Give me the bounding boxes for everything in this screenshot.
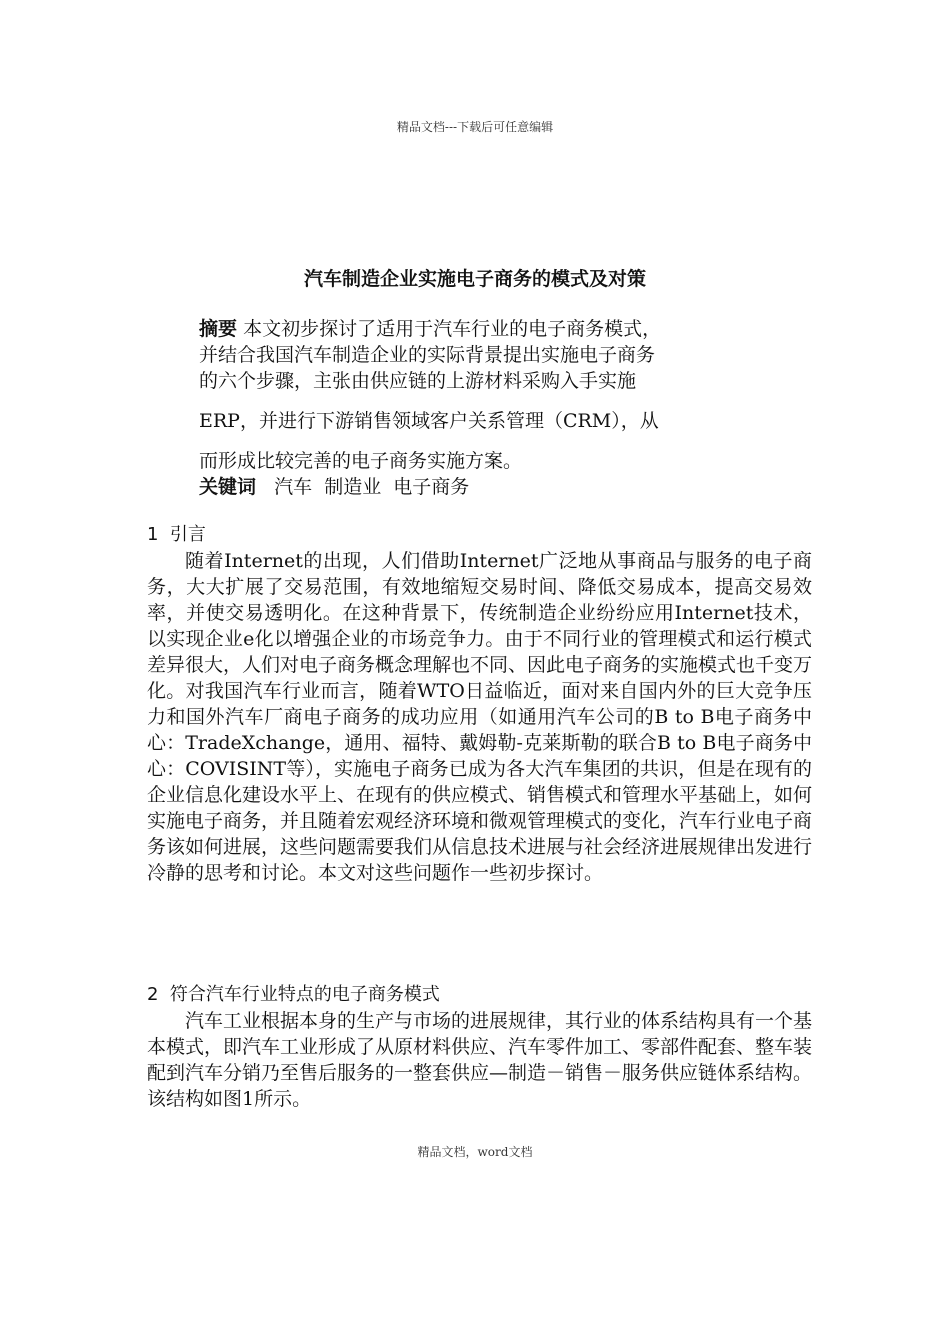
section-2-heading: 2 符合汽车行业特点的电子商务模式 xyxy=(147,984,440,1005)
section-1-body: 随着Internet的出现，人们借助Internet广泛地从事商品与服务的电子商务，大大扩展了交易范围，有效地缩短交易时间、降低交易成本，提高交易效率，并使交易透明化。在这种背景下，传统制造企业纷纷应用Internet技术，以实现企业e化以增强企业的市场竞争力。由于不同行业的管理模式和运行模式差异很大，人们对电子商务概念理解也不同、因此电子商务的实施模式也千变万化。对我国汽车行业而言，随着WTO日益临近，面对来自国内外的巨大竞争压力和国外汽车厂商电子商务的成功应用（如通用汽车公司的B to B电子商务中心：TradeXchange，通用、福特、戴姆勒-克莱斯勒的联合B to B电子商务中心：COVISINT等），实施电子商务已成为各大汽车集团的共识，但是在现有的企业信息化建设水平上、在现有的供应模式、销售模式和管理水平基础上，如何实施电子商务，并且随着宏观经济环境和微观管理模式的变化，汽车行业电子商务该如何进展，这些问题需要我们从信息技术进展与社会经济进展规律出发进行冷静的思考和讨论。本文对这些问题作一些初步探讨。 xyxy=(147,550,813,884)
section-ecommerce-model xyxy=(147,982,812,1112)
abstract-line-2: 并结合我国汽车制造企业的实际背景提出实施电子商务 xyxy=(199,344,656,366)
abstract-label: 摘要 xyxy=(199,318,238,340)
abstract-line-3: 的六个步骤，主张由供应链的上游材料采购入手实施 xyxy=(199,370,637,392)
section-1-heading: 1 引言 xyxy=(147,524,206,545)
abstract-line-1 xyxy=(199,316,759,342)
keywords-line xyxy=(199,474,759,500)
page-header: 精品文档---下载后可任意编辑 xyxy=(396,120,554,134)
section-2-body: 汽车工业根据本身的生产与市场的进展规律，其行业的体系结构具有一个基本模式，即汽车工业形成了从原材料供应、汽车零件加工、零部件配套、整车装配到汽车分销乃至售后服务的一整套供应—制造－销售－服务供应链体系结构。该结构如图1所示。 xyxy=(147,1010,813,1110)
keywords-label: 关键词 xyxy=(199,476,257,498)
keywords-text: 汽车 制造业 电子商务 xyxy=(274,476,470,498)
page-footer: 精品文档，word文档 xyxy=(417,1145,533,1159)
document-title: 汽车制造企业实施电子商务的模式及对策 xyxy=(303,268,646,290)
section-introduction xyxy=(147,522,812,886)
abstract-block xyxy=(199,316,759,500)
abstract-line-4: ERP，并进行下游销售领域客户关系管理（CRM），从 xyxy=(199,410,659,432)
abstract-line-5: 而形成比较完善的电子商务实施方案。 xyxy=(199,450,523,472)
abstract-text-1: 本文初步探讨了适用于汽车行业的电子商务模式， xyxy=(243,318,662,340)
